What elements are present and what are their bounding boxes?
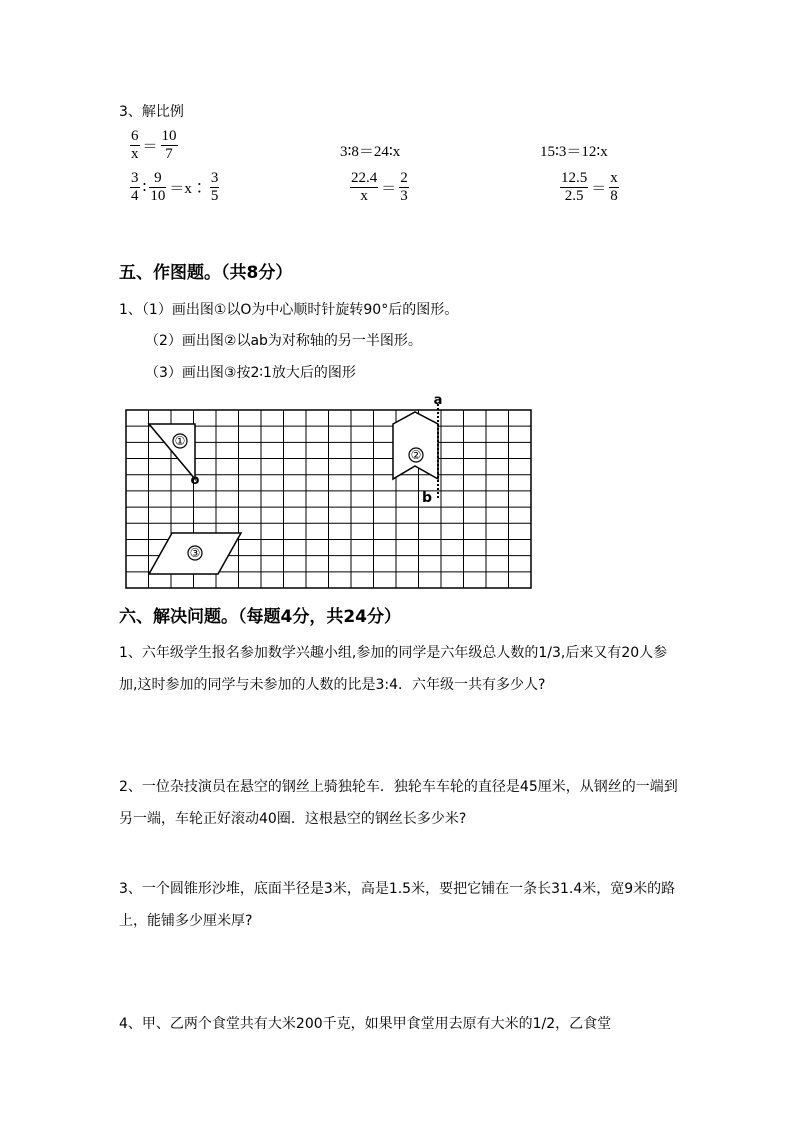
figure-1-label: ① xyxy=(174,434,186,448)
figure-2-half-shape xyxy=(393,412,438,479)
fraction xyxy=(399,170,409,205)
fraction xyxy=(210,170,220,205)
proportion-4 xyxy=(130,170,219,205)
figure-3-label: ③ xyxy=(189,546,201,560)
equals-sign: ＝ xyxy=(591,181,607,197)
grid-figure xyxy=(120,392,540,592)
axis-label-b: b xyxy=(421,490,433,506)
denominator: 7 xyxy=(165,146,173,162)
numerator: 9 xyxy=(154,170,162,186)
problem-2: 2、一位杂技演员在悬空的钢丝上骑独轮车．独轮车车轮的直径是45厘米，从钢丝的一端到另一端，车轮正好滚动40圈．这根悬空的钢丝长多少米? xyxy=(119,779,678,827)
fraction xyxy=(161,128,178,163)
section5-question-1: 1、（1）画出图①以O为中心顺时针旋转90°后的图形。 xyxy=(119,302,459,318)
numerator: 6 xyxy=(131,128,139,144)
numerator: x xyxy=(610,170,618,186)
denominator: 10 xyxy=(150,188,166,204)
figure-2-label: ② xyxy=(410,448,422,462)
fraction xyxy=(609,170,619,205)
numerator: 10 xyxy=(161,128,177,144)
equals-x-colon: ＝x∶ xyxy=(169,181,207,197)
fraction xyxy=(130,128,140,163)
section6-heading: 六、解决问题。（每题4分，共24分） xyxy=(119,607,401,627)
section5-heading: 五、作图题。（共8分） xyxy=(119,263,293,283)
equals-sign: ＝ xyxy=(142,139,158,155)
point-o-label: o xyxy=(190,473,200,488)
numerator: 2 xyxy=(400,170,408,186)
fraction xyxy=(560,170,588,205)
axis-label-a: a xyxy=(433,393,443,408)
fraction xyxy=(130,170,140,205)
section5-question-2: （2）画出图②以ab为对称轴的另一半图形。 xyxy=(145,333,422,349)
denominator: x xyxy=(360,188,368,204)
colon-sign: ∶ xyxy=(142,180,147,196)
proportion-1 xyxy=(130,128,178,163)
equals-sign: ＝ xyxy=(381,181,397,197)
denominator: 8 xyxy=(610,188,618,204)
proportion-6 xyxy=(560,170,619,205)
problem-1: 1、六年级学生报名参加数学兴趣小组,参加的同学是六年级总人数的1/3,后来又有20人参加,这时参加的同学与未参加的人数的比是3:4．六年级一共有多少人? xyxy=(119,645,668,693)
section5-question-3: （3）画出图③按2∶1放大后的图形 xyxy=(145,365,356,381)
problem-3: 3、一个圆锥形沙堆，底面半径是3米，高是1.5米，要把它铺在一条长31.4米，宽9米的路上，能铺多少厘米厚? xyxy=(119,881,676,929)
denominator: 4 xyxy=(131,188,139,204)
fraction xyxy=(350,170,378,205)
numerator: 22.4 xyxy=(351,170,378,186)
denominator: 5 xyxy=(210,188,219,204)
denominator: 3 xyxy=(400,188,408,204)
denominator: 2.5 xyxy=(564,188,584,204)
numerator: 3 xyxy=(210,170,219,186)
problem-4: 4、甲、乙两个食堂共有大米200千克，如果甲食堂用去原有大米的1/2，乙食堂 xyxy=(119,1016,612,1032)
proportion-5 xyxy=(350,170,409,205)
proportion-2: 3∶8＝24∶x xyxy=(340,144,401,160)
numerator: 3 xyxy=(131,170,139,186)
section3-title: 3、解比例 xyxy=(119,104,184,120)
fraction xyxy=(149,170,166,205)
denominator: x xyxy=(131,146,139,162)
figure-1-triangle xyxy=(149,424,195,479)
proportion-3: 15∶3＝12∶x xyxy=(540,144,608,160)
numerator: 12.5 xyxy=(561,170,588,186)
